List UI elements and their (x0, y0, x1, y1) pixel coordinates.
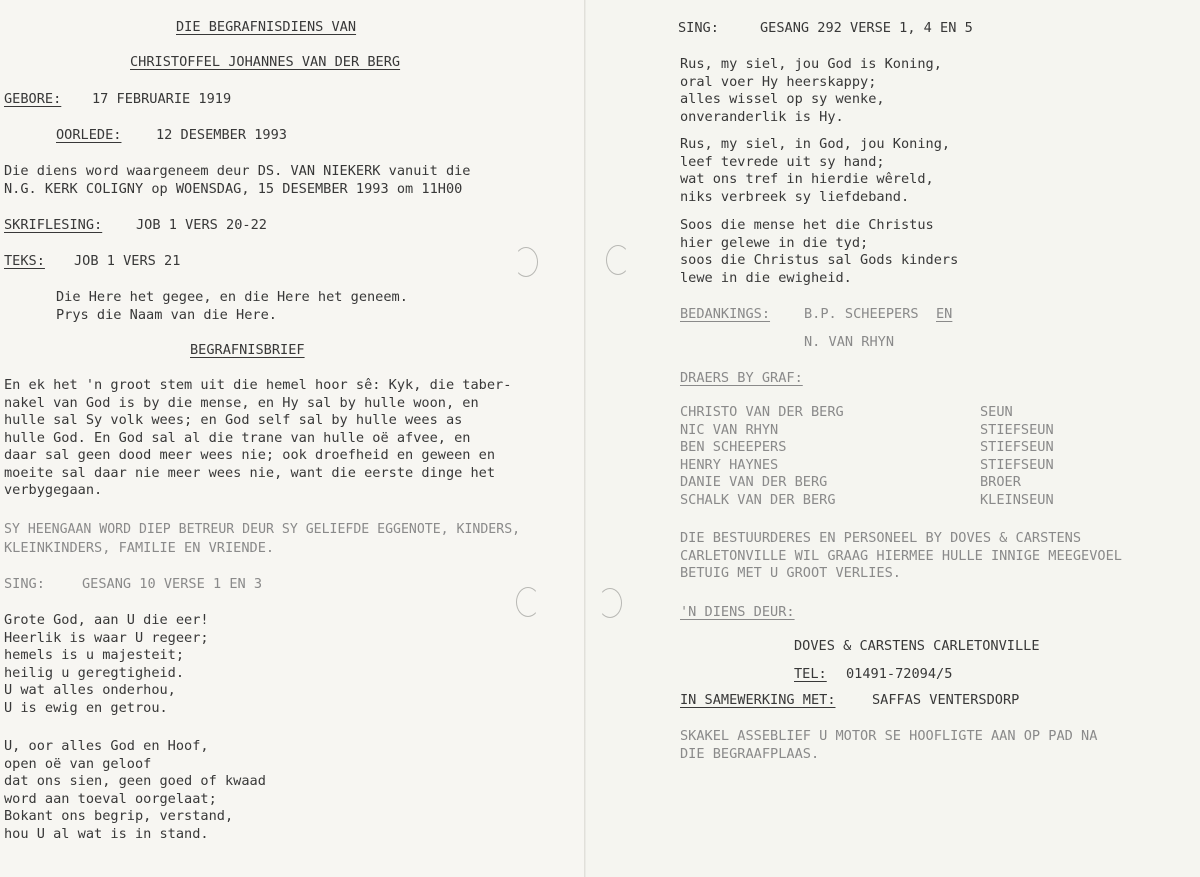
hymn-line: onveranderlik is Hy. (680, 108, 844, 125)
born-date: 17 FEBRUARIE 1919 (92, 91, 232, 107)
hymn-line: hemels is u majesteit; (4, 647, 185, 663)
hymn-line: open oë van geloof (4, 755, 152, 772)
bearer-relation: STIEFSEUN (980, 439, 1054, 455)
bearer-relation: STIEFSEUN (980, 421, 1054, 438)
tel-label: TEL: (794, 666, 827, 682)
hymn-line: U wat alles onderhou, (4, 682, 176, 698)
condolence-text (680, 530, 1122, 583)
service-line-2: N.G. KERK COLIGNY op WOENSDAG, 15 DESEMBER 1993 om 11H00 (4, 181, 463, 197)
hymn-line: soos die Christus sal Gods kinders (680, 252, 959, 268)
born-label: GEBORE: (4, 91, 62, 107)
headlights-line-2: DIE BEGRAAFPLAAS. (680, 746, 820, 762)
hymn-line: oral voer Hy heerskappy; (680, 73, 877, 90)
page-fold (584, 0, 587, 877)
hymn-stanza-1 (4, 612, 209, 717)
scripture-verse (56, 289, 408, 324)
thanks-name-2: N. VAN RHYN (804, 334, 895, 350)
bearer-name: CHRISTO VAN DER BERG (680, 404, 844, 420)
died-label: OORLEDE: (56, 127, 122, 143)
hymn-line: U, oor alles God en Hoof, (4, 738, 209, 754)
service-by-label: 'N DIENS DEUR: (680, 604, 795, 620)
thanks-name-1: B.P. SCHEEPERS (804, 306, 919, 322)
hymn-line: leef tevrede uit sy hand; (680, 153, 885, 170)
hymn-line: hier gelewe in die tyd; (680, 234, 869, 251)
sing-ref-left: GESANG 10 VERSE 1 EN 3 (82, 576, 263, 592)
condolence-line: BETUIG MET U GROOT VERLIES. (680, 565, 901, 581)
undertaker-name: DOVES & CARSTENS CARLETONVILLE (794, 638, 1040, 654)
thanks-label: BEDANKINGS: (680, 306, 771, 322)
hymn-line: U is ewig en getrou. (4, 699, 168, 716)
mourned-line-1: SY HEENGAAN WORD DIEP BETREUR DEUR SY GELIEFDE EGGENOTE, KINDERS, (4, 522, 521, 537)
bearers-label: DRAERS BY GRAF: (680, 370, 803, 386)
punch-hole-mark (598, 588, 622, 618)
bearer-name: HENRY HAYNES (680, 456, 779, 473)
hymn-line: alles wissel op sy wenke, (680, 91, 885, 107)
letter-line: hulle God. En God sal al die trane van hulle oë afvee, en (4, 429, 471, 446)
hymn-line: Rus, my siel, in God, jou Koning, (680, 136, 951, 152)
hymn-line: heilig u geregtigheid. (4, 664, 185, 681)
letter-line: nakel van God is by die mense, en Hy sal by hulle woon, en (4, 394, 479, 411)
hymn-line: word aan toeval oorgelaat; (4, 790, 217, 807)
verse-line: Die Here het gegee, en die Here het geneem. (56, 289, 408, 305)
condolence-line: CARLETONVILLE WIL GRAAG HIERMEE HULLE INNIGE MEEGEVOEL (680, 547, 1122, 564)
hymn-line: hou U al wat is in stand. (4, 825, 209, 842)
punch-hole-mark (516, 587, 540, 617)
bearers-relations (980, 404, 1054, 509)
punch-hole-mark (606, 245, 630, 275)
service-line-1: Die diens word waargeneem deur DS. VAN NIEKERK vanuit die (4, 163, 471, 179)
bearer-name: BEN SCHEEPERS (680, 439, 787, 455)
letter-line: verbygegaan. (4, 482, 103, 498)
sing-ref-right: GESANG 292 VERSE 1, 4 EN 5 (760, 20, 973, 36)
bearers-names (680, 404, 844, 509)
hymn-line: Heerlik is waar U regeer; (4, 629, 209, 646)
hymn-line: Soos die mense het die Christus (680, 217, 934, 233)
text-label: TEKS: (4, 253, 45, 269)
hymn-stanza-2 (4, 738, 266, 843)
service-heading: DIE BEGRAFNISDIENS VAN (176, 19, 357, 35)
bearer-relation: KLEINSEUN (980, 491, 1054, 508)
text-ref: JOB 1 VERS 21 (74, 253, 181, 269)
verse-line: Prys die Naam van die Here. (56, 306, 277, 323)
tel-number: 01491-72094/5 (846, 666, 953, 682)
letter-line: hulle sal Sy volk wees; en God self sal by hulle wees as (4, 412, 463, 428)
reading-ref: JOB 1 VERS 20-22 (136, 217, 267, 233)
bearer-relation: SEUN (980, 404, 1013, 420)
deceased-name: CHRISTOFFEL JOHANNES VAN DER BERG (130, 54, 401, 70)
hymn-line: wat ons tref in hierdie wêreld, (680, 171, 934, 187)
condolence-line: DIE BESTUURDERES EN PERSONEEL BY DOVES & CARSTENS (680, 530, 1082, 546)
hymn-292-stanza-3 (680, 217, 958, 287)
hymn-line: dat ons sien, geen goed of kwaad (4, 773, 266, 789)
headlights-line-1: SKAKEL ASSEBLIEF U MOTOR SE HOOFLIGTE AAN OP PAD NA (680, 728, 1098, 744)
letter-line: moeite sal daar nie meer wees nie, want die eerste dinge het (4, 464, 496, 481)
reading-label: SKRIFLESING: (4, 217, 103, 233)
hymn-292-stanza-1 (680, 56, 942, 126)
letter-line: En ek het 'n groot stem uit die hemel hoor sê: Kyk, die taber- (4, 377, 512, 393)
bearer-name: SCHALK VAN DER BERG (680, 491, 836, 508)
bearer-name: DANIE VAN DER BERG (680, 474, 828, 490)
hymn-line: niks verbreek sy liefdeband. (680, 188, 910, 205)
punch-hole-mark (514, 247, 538, 277)
bearer-relation: BROER (980, 474, 1021, 490)
thanks-and: EN (936, 306, 953, 322)
hymn-line: lewe in die ewigheid. (680, 269, 852, 286)
hymn-line: Rus, my siel, jou God is Koning, (680, 56, 942, 72)
cooperation-label: IN SAMEWERKING MET: (680, 692, 836, 708)
sing-label-right: SING: (678, 20, 719, 36)
hymn-292-stanza-2 (680, 136, 950, 206)
hymn-line: Bokant ons begrip, verstand, (4, 808, 234, 824)
letter-title: BEGRAFNISBRIEF (190, 342, 305, 358)
bearer-name: NIC VAN RHYN (680, 421, 779, 438)
hymn-line: Grote God, aan U die eer! (4, 612, 209, 628)
died-date: 12 DESEMBER 1993 (156, 127, 287, 143)
mourned-line-2: KLEINKINDERS, FAMILIE EN VRIENDE. (4, 540, 275, 556)
sing-label-left: SING: (4, 576, 45, 592)
bearer-relation: STIEFSEUN (980, 456, 1054, 473)
letter-line: daar sal geen dood meer wees nie; ook droefheid en geween en (4, 447, 496, 463)
cooperation-name: SAFFAS VENTERSDORP (872, 692, 1020, 708)
letter-text (4, 377, 511, 500)
